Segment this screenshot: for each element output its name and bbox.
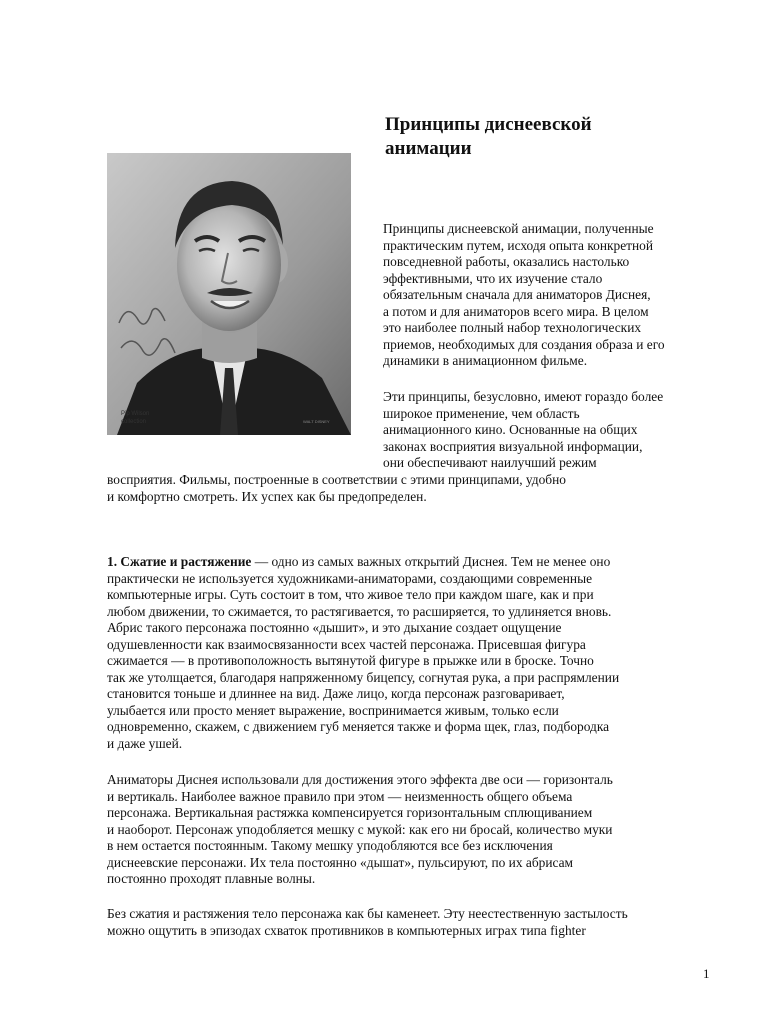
photo-stamp: WALT DISNEY <box>303 419 330 424</box>
page-title <box>385 113 685 161</box>
text-line: а потом и для аниматоров всего мира. В целом <box>383 303 649 319</box>
text-line: восприятия. Фильмы, построенные в соответствии с этими принципами, удобно <box>107 472 566 487</box>
text-line: и наоборот. Персонаж уподобляется мешку с мукой: как его ни бросай, количество муки <box>107 821 613 837</box>
text-line: и вертикаль. Наиболее важное правило при этом — неизменность общего объема <box>107 788 573 804</box>
photo-caption-line2: collection <box>121 419 147 425</box>
text-line: эффективными, что их изучение стало <box>383 270 603 286</box>
text-line: анимационного кино. Основанные на общих <box>383 422 638 437</box>
section-1-first-line: — одно из самых важных открытий Диснея. Тем не менее оно <box>251 554 611 569</box>
portrait-photo <box>107 153 351 435</box>
text-line: одушевленности как взаимосвязанности всех частей персонажа. Присевшая фигура <box>107 636 586 652</box>
text-line: законах восприятия визуальной информации, <box>383 438 643 454</box>
section-1-paragraph <box>107 554 619 752</box>
photo-caption-line1: Pip Wilson <box>121 411 150 417</box>
text-line: диснеевские персонажи. Их тела постоянно «дышат», пульсируют, по их абрисам <box>107 854 574 870</box>
intro-paragraph-2 <box>383 389 663 472</box>
page-number: 1 <box>703 966 710 981</box>
text-line: повседневной работы, оказались настолько <box>383 254 630 269</box>
intro-paragraph-1 <box>383 221 665 370</box>
text-line: улыбается или просто меняет выражение, воспринимается живым, только если <box>107 702 559 718</box>
text-line: персонажа. Вертикальная растяжка компенсируется горизонтальным сплющиванием <box>107 805 593 820</box>
text-line: практическим путем, исходя опыта конкретной <box>383 237 654 253</box>
text-line-first <box>107 554 619 571</box>
text-line: практически не используется художниками-аниматорами, создающими современные <box>107 570 593 586</box>
text-line: сжимается — в противоположность вытянутой фигуре в прыжке или в броске. Точно <box>107 653 594 668</box>
text-line: обязательным сначала для аниматоров Диснея, <box>383 287 651 302</box>
page-title-line2: анимации <box>385 138 472 159</box>
text-line: постоянно проходят плавные волны. <box>107 871 316 886</box>
text-line: и даже ушей. <box>107 735 183 751</box>
text-line: компьютерные игры. Суть состоит в том, что живое тело при каждом шаге, как и при <box>107 587 594 602</box>
text-line: приемов, необходимых для создания образа и его <box>383 336 665 352</box>
text-line: можно ощутить в эпизодах схваток противников в компьютерных играх типа fighter <box>107 922 586 938</box>
text-line: становится тоньше и длиннее на вид. Даже лицо, когда персонаж разговаривает, <box>107 686 565 701</box>
text-line: и комфортно смотреть. Их успех как бы предопределен. <box>107 488 427 504</box>
paragraph-3 <box>107 906 628 939</box>
text-line: Абрис такого персонажа постоянно «дышит», и это дыхание создает ощущение <box>107 620 562 635</box>
text-line: Эти принципы, безусловно, имеют гораздо более <box>383 389 664 404</box>
intro-paragraph-2-continued <box>107 472 566 505</box>
text-line: Аниматоры Диснея использовали для достижения этого эффекта две оси — горизонталь <box>107 772 613 787</box>
text-line: так же утолщается, благодаря напряженному бицепсу, согнутая рука, а при распрямлении <box>107 669 620 685</box>
text-line: они обеспечивают наилучший режим <box>383 455 597 470</box>
text-line: любом движении, то сжимается, то растягивается, то расширяется, то удлиняется вновь. <box>107 603 612 619</box>
page-title-line1: Принципы диснеевской <box>385 114 592 135</box>
section-1-heading: 1. Сжатие и растяжение <box>107 554 252 569</box>
text-line: в нем остается постоянным. Такому мешку уподобляются все без исключения <box>107 838 553 853</box>
text-line: динамики в анимационном фильме. <box>383 353 588 368</box>
text-line: одновременно, скажем, с движением губ меняется также и форма щек, глаз, подбородка <box>107 719 610 734</box>
text-line: Принципы диснеевской анимации, полученные <box>383 221 654 236</box>
text-line: Без сжатия и растяжения тело персонажа как бы каменеет. Эту неестественную застылость <box>107 906 628 921</box>
text-line: это наиболее полный набор технологических <box>383 320 642 335</box>
text-line: широкое применение, чем область <box>383 405 580 421</box>
paragraph-2 <box>107 772 613 888</box>
